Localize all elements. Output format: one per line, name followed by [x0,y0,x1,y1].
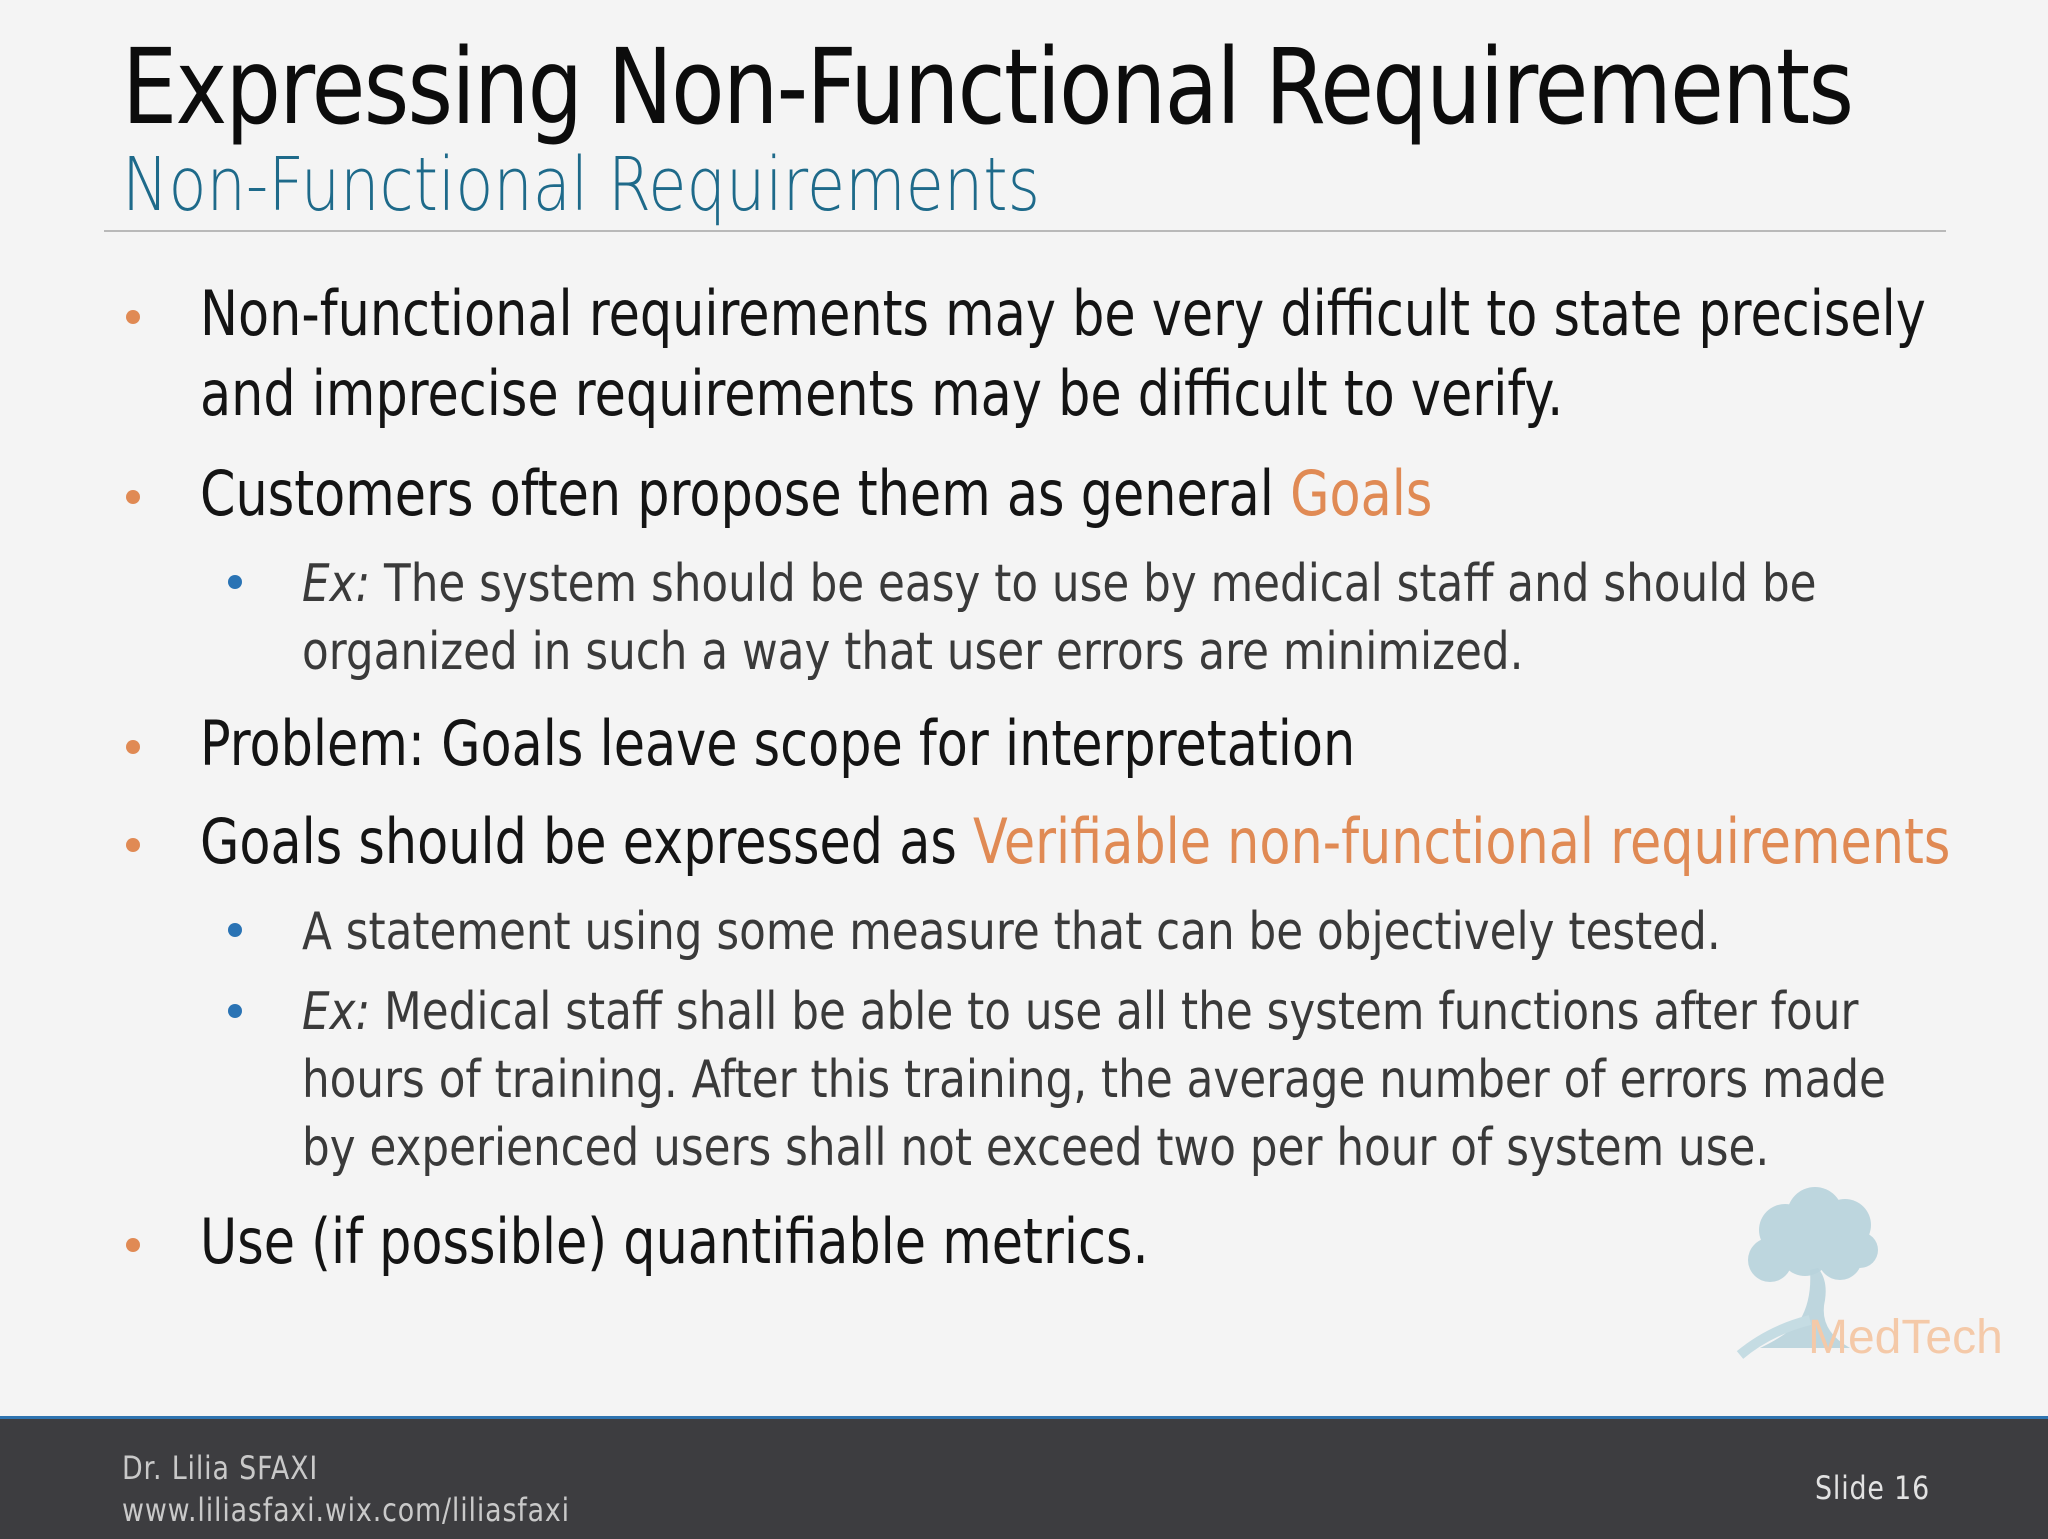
sub-bullet-line: by experienced users shall not exceed two per hour of system use. [302,1118,1770,1178]
sub-bullet-text: A statement using some measure that can be objectively tested. [302,902,1721,962]
sub-bullet-line: hours of training. After this training, the average number of errors made [302,1050,1886,1110]
logo-text: MedTech [1808,1311,2003,1364]
bullet-dot [126,838,140,852]
sub-bullet-text [302,550,1817,686]
sub-bullet-line: Medical staff shall be able to use all the system functions after four [370,982,1859,1042]
highlight-term: Verifiable non-functional requirements [973,805,1951,878]
bullet-dot [126,490,140,504]
sub-bullet-dot [228,923,242,937]
sub-bullet-dot [228,1004,242,1018]
footer-website: www.liliasfaxi.wix.com/liliasfaxi [122,1491,570,1529]
example-prefix: Ex: [302,554,371,614]
bullet-dot [126,1238,140,1252]
bullet-text: Problem: Goals leave scope for interpretation [200,707,1356,780]
example-prefix: Ex: [302,982,371,1042]
slide-subtitle: Non-Functional Requirements [122,142,1041,228]
title-divider [104,230,1946,232]
slide-title: Expressing Non-Functional Requirements [122,26,1853,148]
sub-bullet-text [302,978,1886,1182]
sub-bullet-line: organized in such a way that user errors are minimized. [302,622,1524,682]
bullet-text-part: Goals should be expressed as [200,805,974,878]
footer [0,1416,2048,1539]
sub-bullet-dot [228,575,242,589]
bullet-line: Non-functional requirements may be very difficult to state precisely [200,277,1926,350]
bullet-text: Use (if possible) quantifiable metrics. [200,1205,1149,1278]
bullet-text [200,802,1950,882]
slide-number: Slide 16 [1815,1469,1931,1507]
bullet-dot [126,740,140,754]
bullet-dot [126,310,140,324]
highlight-term: Goals [1290,457,1433,530]
bullet-line: and imprecise requirements may be difficult to verify. [200,357,1564,430]
sub-bullet-line: The system should be easy to use by medical staff and should be [370,554,1817,614]
bullet-text [200,454,1432,534]
footer-author: Dr. Lilia SFAXI [122,1449,319,1487]
bullet-text [200,274,1926,434]
bullet-text-part: Customers often propose them as general [200,457,1291,530]
